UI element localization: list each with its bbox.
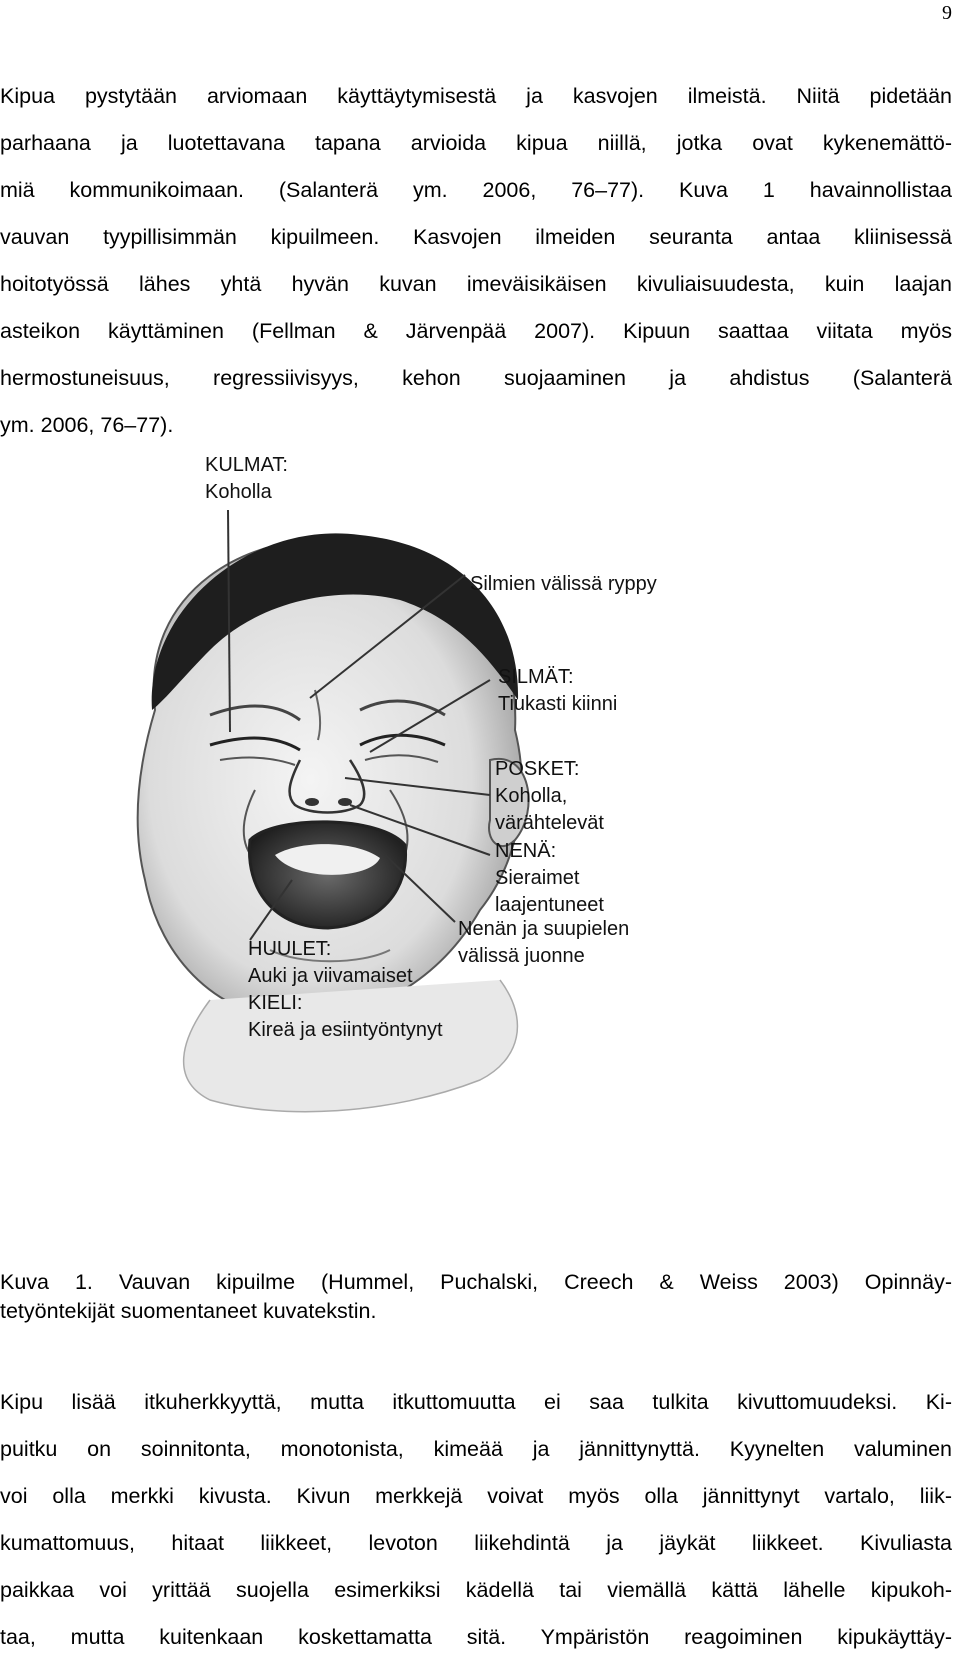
text-line: paikkaa voi yrittää suojella esimerkiksi kädellä tai viemällä kättä lähelle kipukoh- [0,1578,952,1602]
figure-caption [0,1268,952,1326]
text-line: Kipua pystytään arviomaan käyttäytymisestä ja kasvojen ilmeistä. Niitä pidetään [0,84,952,108]
caption-line: tetyöntekijät suomentaneet kuvatekstin. [0,1299,377,1323]
label-kulmat: KULMAT: Koholla [205,454,288,503]
page-number: 9 [942,2,952,24]
left-nostril [305,798,319,806]
baby-pain-face-figure [60,454,760,1250]
label-nena: NENÄ: Sieraimet laajentuneet [495,840,604,916]
text-line: ym. 2006, 76–77). [0,413,174,437]
text-line: hermostuneisuus, regressiivisyys, kehon suojaaminen ja ahdistus (Salanterä [0,366,952,390]
text-line: kumattomuus, hitaat liikkeet, levoton liikehdintä ja jäykät liikkeet. Kivuliasta [0,1531,952,1555]
label-posket: POSKET: Koholla, värähtelevät [495,758,604,834]
paragraph-crying [0,1379,952,1661]
text-line: hoitotyössä lähes yhtä hyvän kuvan imeväisikäisen kivuliaisuudesta, kuin laajan [0,272,952,296]
text-line: asteikon käyttäminen (Fellman & Järvenpää 2007). Kipuun saattaa viitata myös [0,319,952,343]
label-silmat: SILMÄT: Tiukasti kiinni [498,666,618,715]
label-ryppy: Silmien välissä ryppy [470,573,657,595]
text-line: vauvan tyypillisimmän kipuilmeen. Kasvojen ilmeiden seuranta antaa kliinisessä [0,225,952,249]
text-line: Kipu lisää itkuherkkyyttä, mutta itkuttomuutta ei saa tulkita kivuttomuudeksi. Ki- [0,1390,952,1414]
label-juonne: Nenän ja suupielen välissä juonne [458,918,630,967]
label-huulet-kieli: HUULET: Auki ja viivamaiset KIELI: Kireä ja esiintyöntynyt [248,938,443,1041]
text-line: puitku on soinnitonta, monotonista, kimeää ja jännittynyttä. Kyynelten valuminen [0,1437,952,1461]
paragraph-intro [0,73,952,449]
text-line: taa, mutta kuitenkaan koskettamatta sitä. Ympäristön reagoiminen kipukäyttäy- [0,1625,952,1649]
right-nostril [338,798,352,806]
caption-line: Kuva 1. Vauvan kipuilme (Hummel, Puchalski, Creech & Weiss 2003) Opinnäy- [0,1270,952,1294]
text-line: voi olla merkki kivusta. Kivun merkkejä voivat myös olla jännittynyt vartalo, liik- [0,1484,952,1508]
text-line: miä kommunikoimaan. (Salanterä ym. 2006, 76–77). Kuva 1 havainnollistaa [0,178,952,202]
text-line: parhaana ja luotettavana tapana arvioida kipua niillä, jotka ovat kykenemättö- [0,131,952,155]
